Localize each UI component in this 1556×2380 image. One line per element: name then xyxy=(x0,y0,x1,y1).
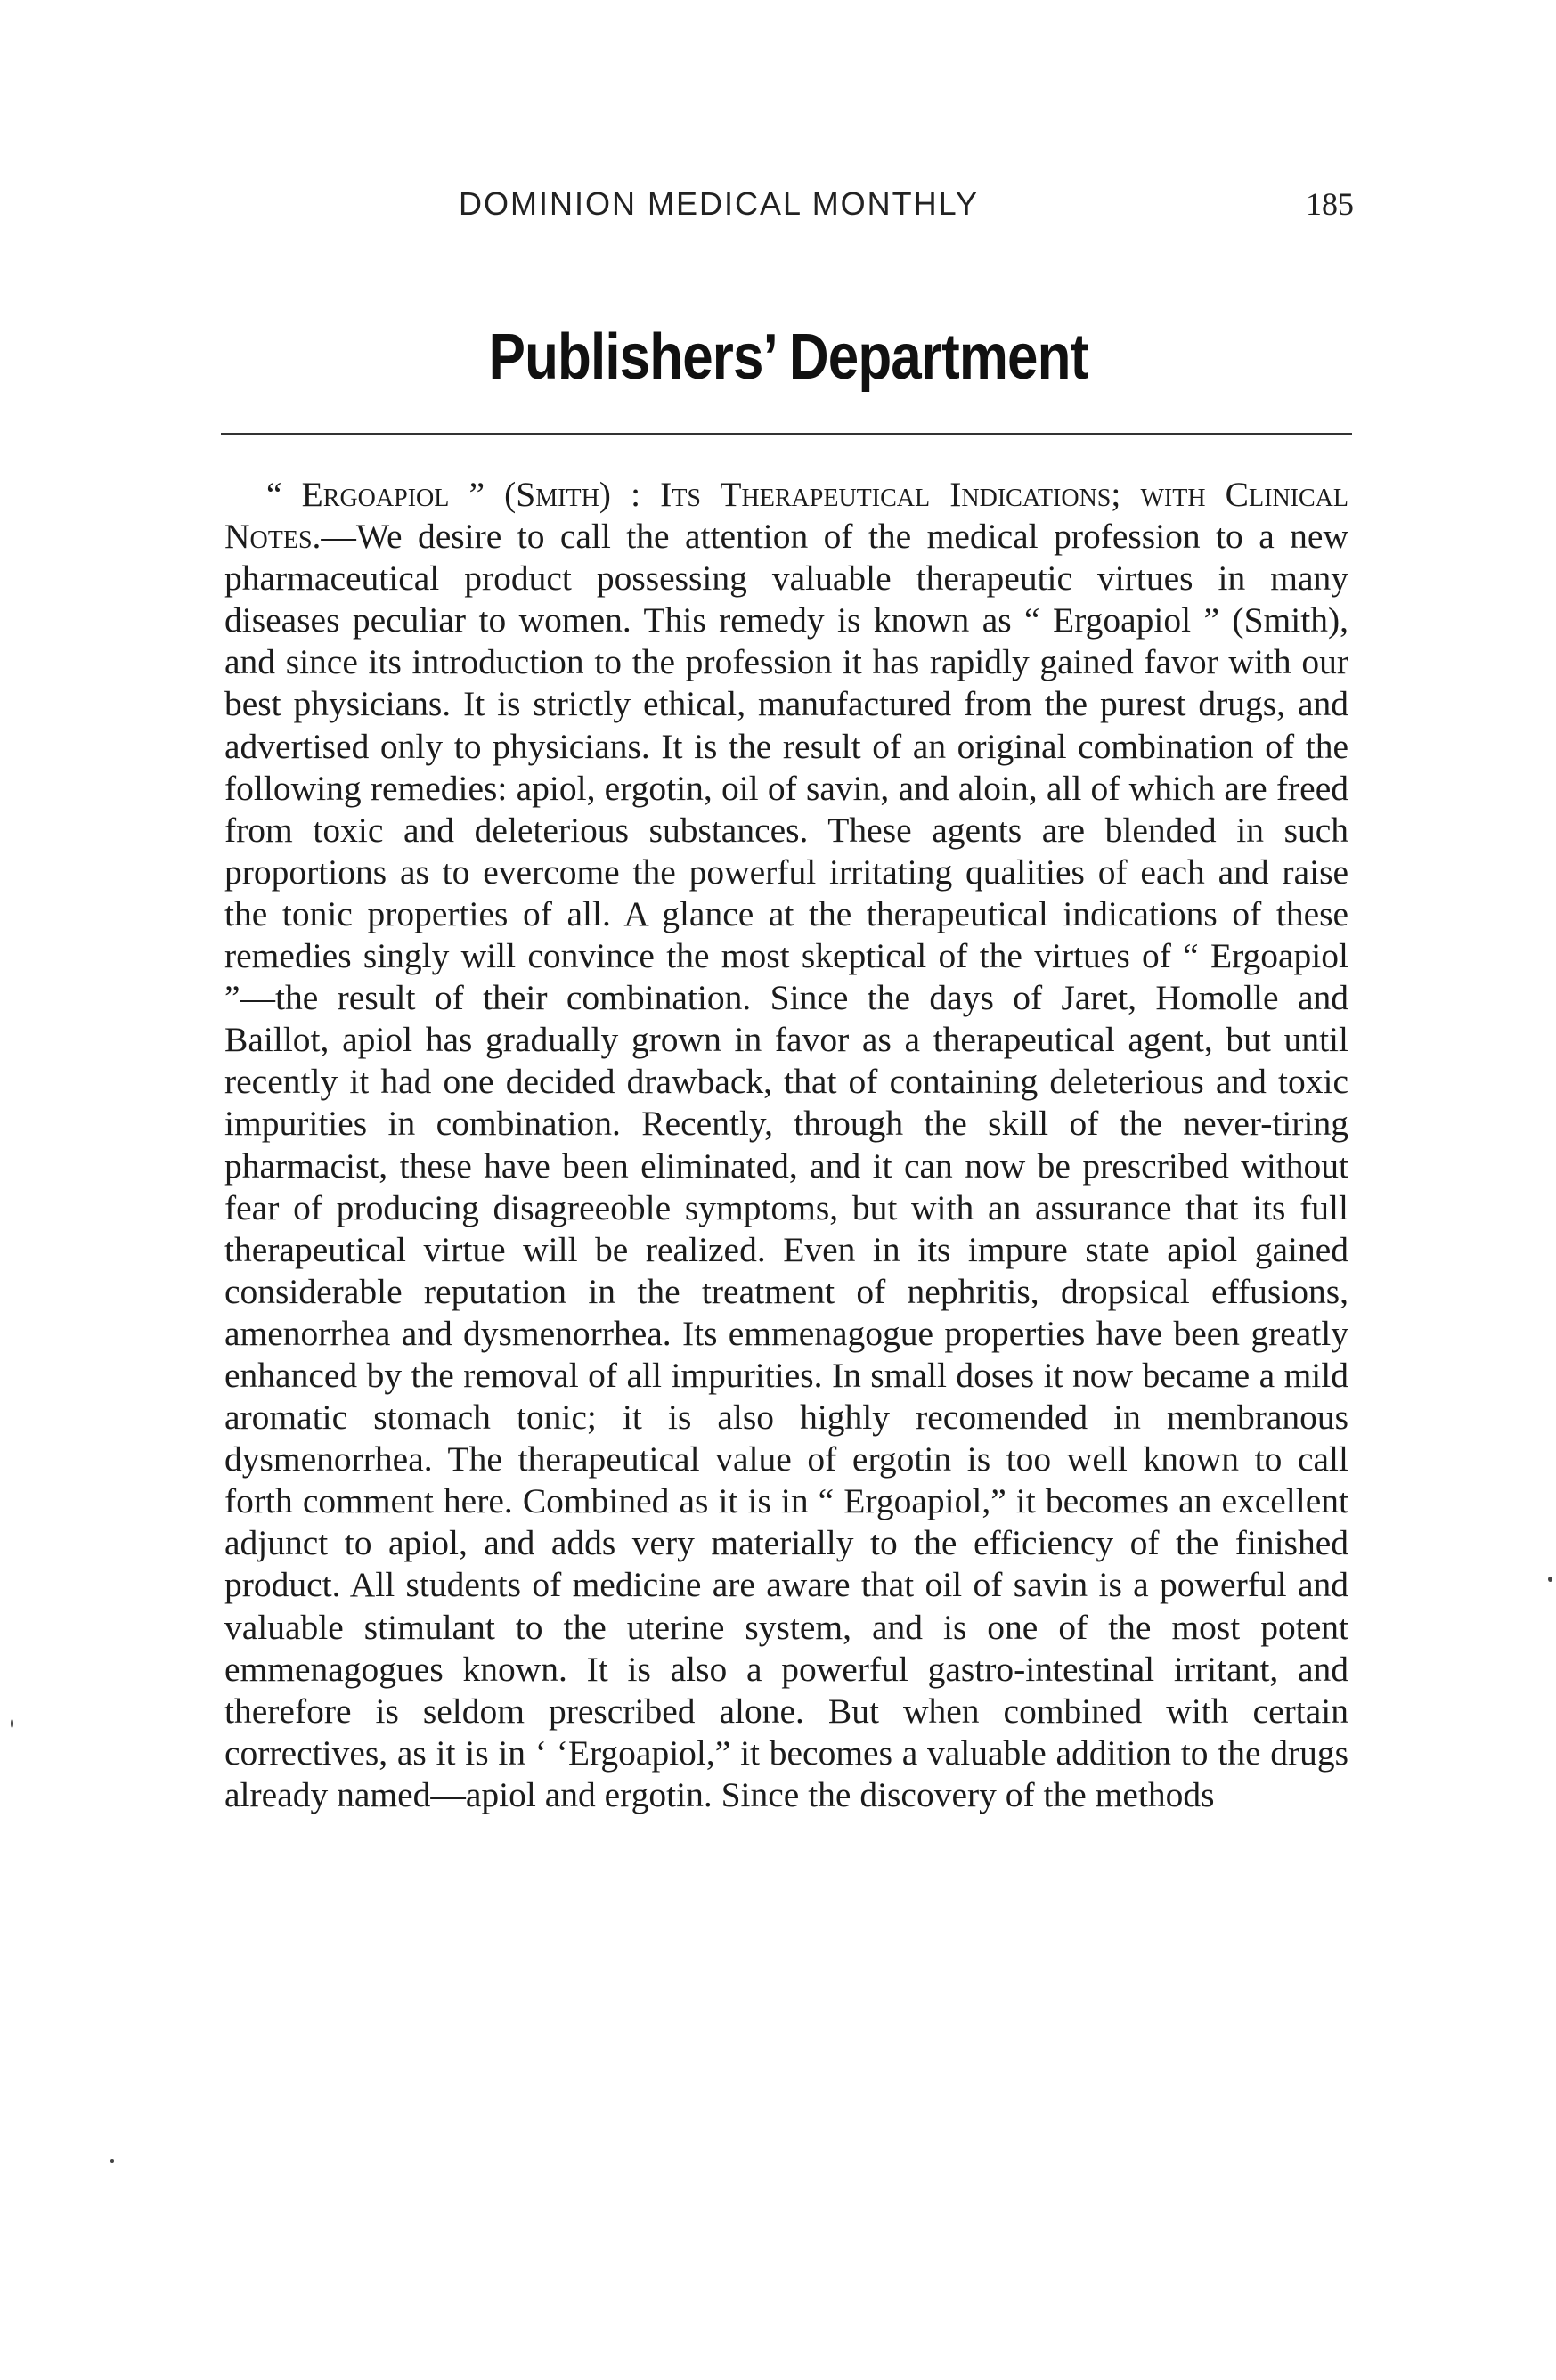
scan-speck xyxy=(110,2159,114,2163)
section-title: Publishers’ Department xyxy=(488,322,1088,393)
title-divider xyxy=(221,433,1352,435)
article-paragraph xyxy=(224,474,1348,1816)
running-head xyxy=(223,185,1354,221)
scan-speck xyxy=(11,1719,13,1728)
article xyxy=(224,474,1348,1816)
running-title: DOMINION MEDICAL MONTHLY xyxy=(459,185,980,222)
page-number: 185 xyxy=(1306,186,1354,222)
article-body: —We desire to call the attention of the medical profession to a new pharmaceutical product possessing valuable therapeutic virtues in many diseases peculiar to women. This remedy is known as “ Ergoapiol ” (Smith), and since its introduction to the profession it has rapidly gained favor with our best physicians. It is strictly ethical, manufactured from the purest drugs, and advertised only to physicians. It is the result of an original combination of the following remedies: apiol, ergotin, oil of savin, and aloin, all of which are freed from toxic and deleterious substances. These agents are blended in such proportions as to evercome the powerful irritating qualities of each and raise the tonic properties of all. A glance at the therapeutical indications of these remedies singly will convince the most skeptical of the virtues of “ Ergoapiol ”—the result of their combination. Since the days of Jaret, Homolle and Baillot, apiol has gradually grown in favor as a therapeutical agent, but until recently it had one decided drawback, that of containing deleterious and toxic impurities in combination. Recently, through the skill of the never-tiring pharmacist, these have been eliminated, and it can now be prescribed without fear of producing disagreeoble symptoms, but with an assurance that its full therapeutical virtue will be realized. Even in its impure state apiol gained considerable reputation in the treatment of nephritis, dropsical effusions, amenorrhea and dysmenorrhea. Its emmenagogue properties have been greatly enhanced by the removal of all impurities. In small doses it now became a mild aromatic stomach tonic; it is also highly recomended in membranous dysmenorrhea. The therapeutical value of ergotin is too well known to call forth comment here. Combined as it is in “ Ergoapiol,” it becomes an excellent adjunct to apiol, and adds very materially to the efficiency of the finished product. All students of medicine are aware that oil of savin is a powerful and valuable stimulant to the uterine system, and is one of the most potent emmenagogues known. It is also a powerful gastro-intestinal irritant, and therefore is seldom prescribed alone. But when combined with certain correctives, as it is in ‘ ‘Ergoapiol,” it becomes a valuable addition to the drugs already named—apiol and ergotin. Since the discovery of the methods xyxy=(224,517,1348,1814)
article-heading: “ Ergoapiol ” (Smith) : Its Therapeutical Indications; with Clinical Notes. xyxy=(224,475,1348,557)
scan-speck xyxy=(1548,1577,1552,1582)
